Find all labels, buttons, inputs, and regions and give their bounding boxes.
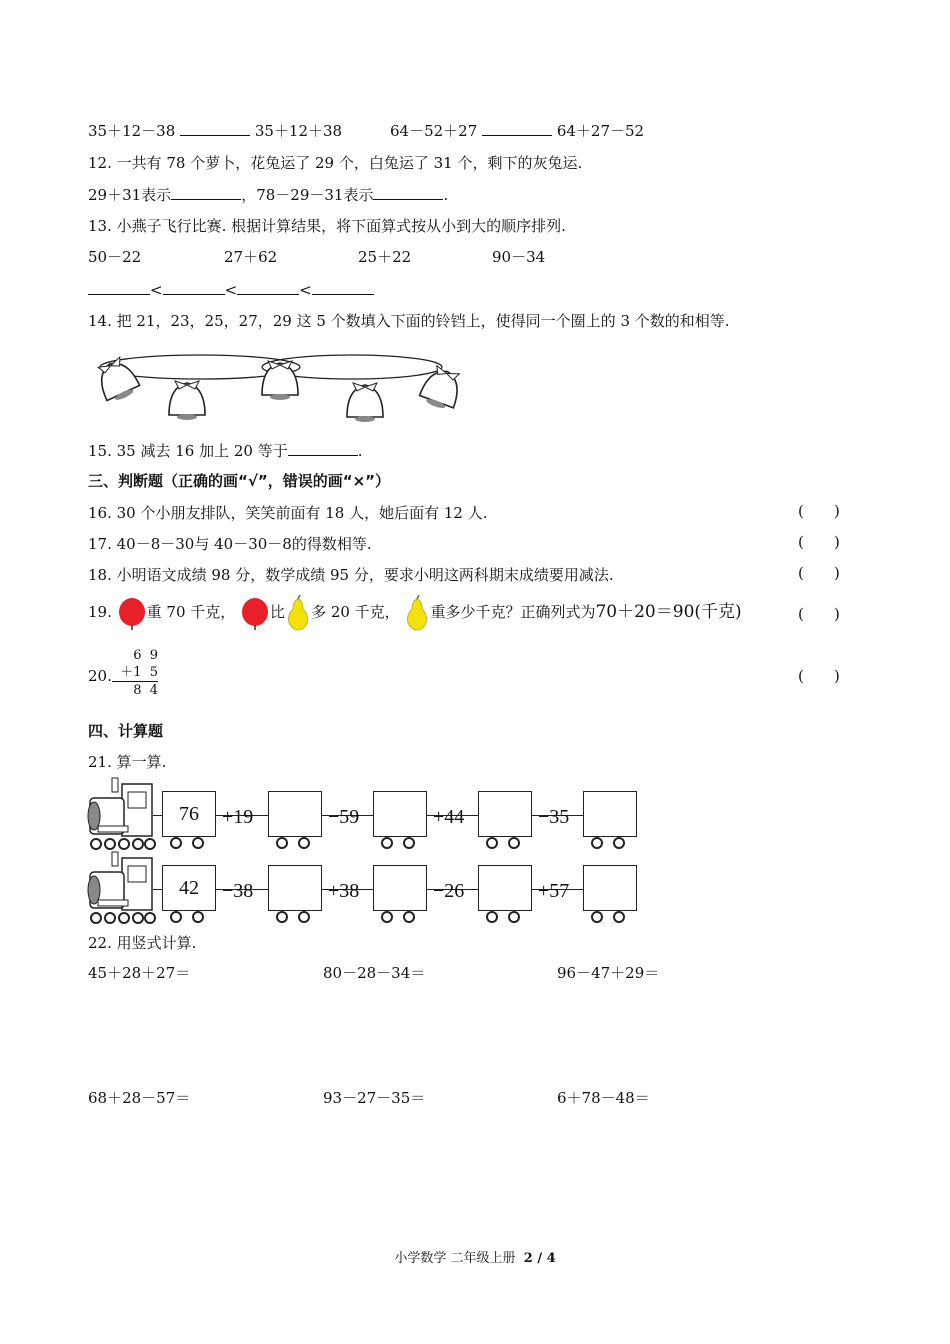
paren-close: ) [834,564,840,582]
paren-open: ( [798,564,804,582]
page-number: 2 / 4 [523,1251,556,1266]
train2-answer-cart-2[interactable] [373,865,427,911]
train1-answer-cart-3[interactable] [478,791,532,837]
q22-expr-1: 45＋28＋27＝ [88,964,191,982]
paren-close: ) [834,502,840,520]
q12-end: . [443,186,449,204]
train1-start-cart: 76 [162,791,216,837]
q19-part4: 重多少千克？正确列式为 [430,603,596,621]
q11-expr-a: 35＋12－38 [88,122,176,140]
q22-expr-5: 93－27－35＝ [323,1089,426,1107]
train1-op-3: +44 [433,806,465,828]
apple-icon [240,595,270,631]
bells-figure [82,345,482,425]
q18-text: 18. 小明语文成绩 98 分，数学成绩 95 分，要求小明这两科期末成绩要用减法. [88,566,614,584]
bell-icon [347,383,383,422]
train1-wheels [162,836,642,850]
q12-sub1: 29＋31表示 [88,186,172,204]
q12-text: 12. 一共有 78 个萝卜，花兔运了 29 个，白兔运了 31 个，剩下的灰兔运. [88,154,583,172]
lt-sign: < [299,281,312,299]
q11-row-right [390,120,644,141]
q20-num: 20. [88,667,112,685]
q19-num: 19. [88,603,112,621]
q19-part1: 重 70 千克， [146,603,236,621]
q21-text: 21. 算一算. [88,753,167,771]
q19-row [88,594,742,631]
paren-close: ) [834,667,840,685]
q13-blank-4[interactable] [312,280,374,295]
locomotive-icon [84,774,159,850]
train2-start-cart: 42 [162,865,216,911]
page-footer [0,1247,950,1266]
q17-answer-paren[interactable] [798,533,870,551]
train2-answer-cart-3[interactable] [478,865,532,911]
paren-open: ( [798,605,804,623]
bell-icon [262,361,298,400]
q22-expr-6: 6＋78－48＝ [557,1089,650,1107]
train2-op-3: −26 [433,880,465,902]
q12-blank-2[interactable] [373,185,443,200]
train2-answer-cart-1[interactable] [268,865,322,911]
train2-op-2: +38 [328,880,360,902]
q13-expr-2: 27＋62 [224,248,278,266]
bell-icon [93,355,142,406]
q13-blank-2[interactable] [163,280,225,295]
pear-icon [404,595,430,631]
train1-op-4: −35 [538,806,570,828]
train1-op-1: +19 [222,806,254,828]
train2-wheels [162,910,642,924]
q11-blank-1[interactable] [180,121,250,136]
q13-order-row [88,280,374,299]
q11-blank-2[interactable] [482,121,552,136]
q13-blank-3[interactable] [237,280,299,295]
q12-blank-1[interactable] [171,185,241,200]
q22-expr-3: 96－47＋29＝ [557,964,660,982]
q17-text: 17. 40－8－30与 40－30－8的得数相等. [88,535,372,553]
q16-answer-paren[interactable] [798,502,870,520]
bell-icon [418,364,465,413]
q20-vertical-calc [112,647,158,699]
train2-op-1: −38 [222,880,254,902]
train2-op-4: +57 [538,880,570,902]
q19-part2: 比 [270,603,286,621]
paren-open: ( [798,502,804,520]
train1-answer-cart-4[interactable] [583,791,637,837]
bell-icon [169,381,205,420]
locomotive-icon [84,848,159,924]
q22-text: 22. 用竖式计算. [88,934,197,952]
q16-text: 16. 30 个小朋友排队，笑笑前面有 18 人，她后面有 12 人. [88,504,488,522]
q20-top: 6 9 [133,648,158,663]
paren-close: ) [834,533,840,551]
q20-bot: 8 4 [133,683,158,698]
q22-expr-4: 68＋28－57＝ [88,1089,191,1107]
q18-answer-paren[interactable] [798,564,870,582]
train1-answer-cart-2[interactable] [373,791,427,837]
lt-sign: < [224,281,238,299]
q13-expr-3: 25＋22 [358,248,412,266]
q15-row [88,440,363,461]
lt-sign: < [150,281,163,299]
section4-title: 四、计算题 [88,722,164,740]
q14-text: 14. 把 21，23，25，27，29 这 5 个数填入下面的铃铛上，使得同一个圈上的 3 个数的和相等. [88,312,730,330]
q19-answer-paren[interactable] [798,605,870,623]
section3-title: 三、判断题（正确的画“√”，错误的画“×”） [88,472,391,490]
q11-expr-b: 35＋12＋38 [254,122,343,140]
q19-formula: 70＋20＝90(千克) [595,602,742,622]
q12-sub2: ，78－29－31表示 [241,186,374,204]
paren-open: ( [798,667,804,685]
q20-mid: ＋1 5 [112,664,158,682]
q12-sub [88,184,448,205]
pear-icon [285,595,311,631]
train2-answer-cart-4[interactable] [583,865,637,911]
train1-op-2: −59 [328,806,360,828]
q11-row [88,120,342,141]
q13-blank-1[interactable] [88,280,150,295]
q13-expr-4: 90－34 [492,248,546,266]
q15-blank[interactable] [288,441,358,456]
q20-answer-paren[interactable] [798,667,870,685]
q13-expr-1: 50－22 [88,248,142,266]
paren-close: ) [834,605,840,623]
paren-open: ( [798,533,804,551]
apple-icon [117,595,147,631]
q19-part3: 多 20 千克， [311,603,400,621]
q15-end: . [357,442,363,460]
q15-text: 15. 35 减去 16 加上 20 等于 [88,442,288,460]
q13-text: 13. 小燕子飞行比赛. 根据计算结果，将下面算式按从小到大的顺序排列. [88,217,566,235]
train1-answer-cart-1[interactable] [268,791,322,837]
q22-expr-2: 80－28－34＝ [323,964,426,982]
q11-expr-c: 64－52＋27 [390,122,478,140]
footer-text: 小学数学 二年级上册 [394,1251,516,1266]
q11-expr-d: 64＋27－52 [556,122,645,140]
